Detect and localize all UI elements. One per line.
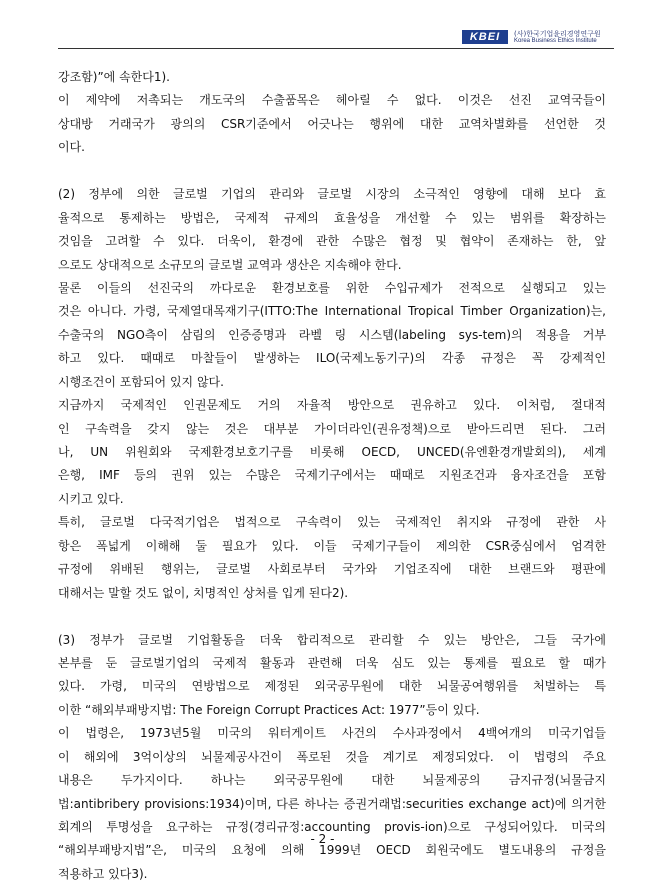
- text-line: 율적으로 통제하는 방법은, 국제적 규제의 효율성을 개선할 수 있는 범위를 확장하는: [58, 210, 606, 225]
- text-line: 항은 폭넓게 이해해 둘 필요가 있다. 이들 국제기구들이 제의한 CSR중심에서 엄격한: [58, 538, 606, 553]
- header-divider: [58, 48, 614, 49]
- institute-name-korean: (사)한국기업윤리경영연구원: [514, 30, 601, 38]
- text-line: (3) 정부가 글로벌 기업활동을 더욱 합리적으로 관리할 수 있는 방안은, 그들 국가에: [58, 632, 606, 647]
- text-line: 것은 아니다. 가령, 국제열대목재기구(ITTO:The International Tropical Timber Organization)는,: [58, 304, 606, 319]
- paragraph-gap: [58, 605, 606, 628]
- text-line: 이한 “해외부패방지법: The Foreign Corrupt Practices Act: 1977”등이 있다.: [58, 702, 480, 717]
- text-line: 이 해외에 3억이상의 뇌물제공사건이 폭로된 것을 계기로 제정되었다. 이 법령의 주요: [58, 749, 606, 764]
- text-line: 대해서는 말할 것도 없이, 치명적인 상처를 입게 된다2).: [58, 585, 349, 600]
- text-line: 상대방 거래국가 광의의 CSR기준에서 어긋나는 행위에 대한 교역차별화를 선언한 것: [58, 116, 606, 131]
- institute-name-english: Korea Business Ethics Institute: [514, 38, 597, 44]
- text-line: 있다. 가령, 미국의 연방법으로 제정된 외국공무원에 대한 뇌물공여행위를 처벌하는 특: [58, 679, 606, 694]
- paragraph-gap: [58, 160, 606, 183]
- text-line: 으로도 상대적으로 소규모의 글로벌 교역과 생산은 지속해야 한다.: [58, 257, 402, 272]
- text-line: 것임을 고려할 수 있다. 더욱이, 환경에 관한 수많은 협정 및 협약이 존재하는 한, 앞: [58, 234, 606, 249]
- text-line: 나, UN 위원회와 국제환경보호기구를 비롯해 OECD, UNCED(유엔환경개발회의), 세계: [58, 445, 606, 459]
- text-line: 이 제약에 저촉되는 개도국의 수출품목은 헤아릴 수 없다. 이것은 선진 교역국들이: [58, 93, 606, 108]
- document-body: [58, 66, 606, 886]
- text-line: 물론 이들의 선진국의 까다로운 환경보호를 위한 수입규제가 전적으로 실행되고 있는: [58, 280, 606, 295]
- text-line: 특히, 글로벌 다국적기업은 법적으로 구속력이 있는 국제적인 취지와 규정에 관한 사: [58, 515, 606, 530]
- text-line: 법:antibribery provisions:1934)이며, 다른 하나는 증권거래법:securities exchange act)에 의거한: [58, 796, 606, 811]
- text-line: 하고 있다. 때때로 마찰들이 발생하는 ILO(국제노동기구)의 각종 규정은 꼭 강제적인: [58, 351, 606, 366]
- text-line: 이다.: [58, 140, 85, 155]
- header-logo: [462, 26, 612, 48]
- text-line: 본부를 둔 글로벌기업의 국제적 활동과 관련해 더욱 심도 있는 통제를 필요로 할 때가: [58, 655, 606, 670]
- text-line: 이 법령은, 1973년5월 미국의 워터게이트 사건의 수사과정에서 4백여개의 미국기업들: [58, 726, 606, 741]
- text-line: 규정에 위배된 행위는, 글로벌 사회로부터 국가와 기업조직에 대한 브랜드와 평판에: [58, 562, 606, 577]
- text-line: 인 구속력을 갖지 않는 것은 대부분 가이더라인(권유정책)으로 받아드리면 된다. 그러: [58, 421, 606, 436]
- page-number: - 2 -: [310, 832, 335, 846]
- text-line: 내용은 두가지이다. 하나는 외국공무원에 대한 뇌물제공의 금지규정(뇌물금지: [58, 773, 606, 788]
- text-line: 은행, IMF 등의 권위 있는 수많은 국제기구에서는 때때로 지원조건과 융자조건을 포함: [58, 468, 606, 483]
- text-line: “해외부패방지법”은, 미국의 요청에 의해 1999년 OECD 회원국에도 별도내용의 규정을: [58, 843, 606, 858]
- text-line: 수출국의 NGO측이 삼림의 인증증명과 라벨 링 시스템(labeling sys-tem)의 적용을 거부: [58, 327, 606, 342]
- text-line: 회계의 투명성을 요구하는 규정(경리규정:accounting provis-ion)으로 구성되어있다. 미국의: [58, 820, 606, 834]
- text-line: 시행조건이 포함되어 있지 않다.: [58, 374, 224, 389]
- text-line: (2) 정부에 의한 글로벌 기업의 관리와 글로벌 시장의 소극적인 영향에 대해 보다 효: [58, 187, 606, 202]
- text-line: 시키고 있다.: [58, 491, 124, 506]
- text-line: 적용하고 있다3).: [58, 866, 148, 881]
- institute-logo-mark: KBEI: [462, 30, 508, 44]
- text-line: 지금까지 국제적인 인권문제도 거의 자율적 방안으로 권유하고 있다. 이처럼, 절대적: [58, 398, 606, 413]
- text-line: 강조함)”에 속한다1).: [58, 70, 170, 84]
